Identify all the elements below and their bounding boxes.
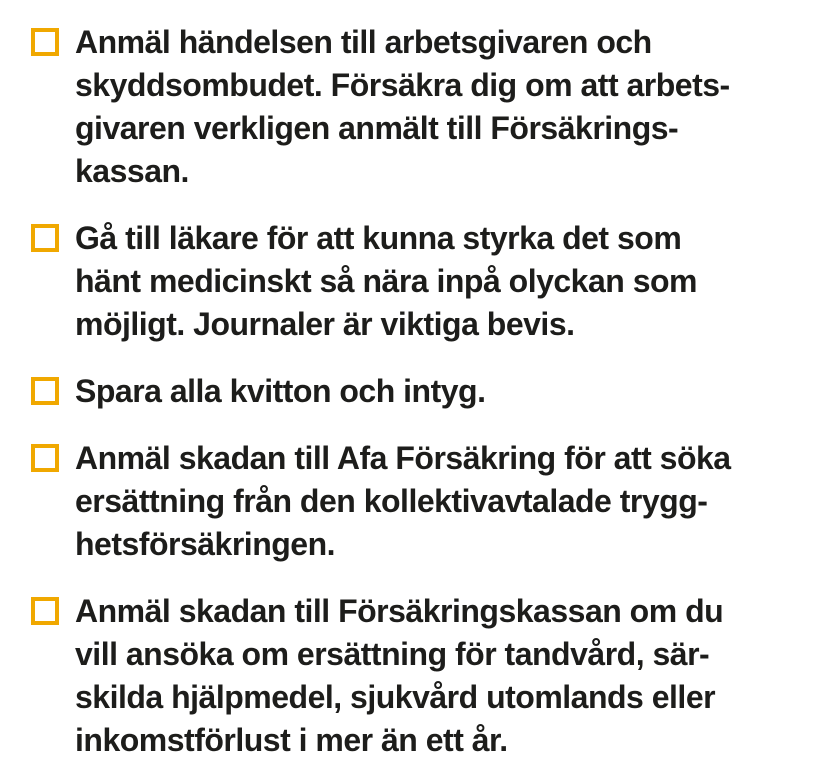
text-line: Anmäl skadan till Afa Försäkring för att söka	[75, 440, 731, 476]
checkbox-icon[interactable]	[31, 444, 59, 472]
checklist-item	[31, 437, 817, 566]
checklist-item	[31, 370, 817, 413]
checklist-item-text	[75, 437, 731, 566]
text-line: Anmäl händelsen till arbetsgivaren och	[75, 24, 652, 60]
text-line: hänt medicinskt så nära inpå olyckan som	[75, 263, 697, 299]
checklist-item	[31, 217, 817, 346]
checklist-item	[31, 590, 817, 762]
checklist-item-text	[75, 21, 730, 193]
checklist-item	[31, 21, 817, 193]
checkbox-icon[interactable]	[31, 224, 59, 252]
checklist-item-text	[75, 217, 697, 346]
text-line: vill ansöka om ersättning för tandvård, sär-	[75, 636, 710, 672]
text-line: givaren verkligen anmält till Försäkrings-	[75, 110, 679, 146]
checkbox-icon[interactable]	[31, 597, 59, 625]
text-line: Gå till läkare för att kunna styrka det som	[75, 220, 682, 256]
text-line: Anmäl skadan till Försäkringskassan om du	[75, 593, 724, 629]
text-line: skilda hjälpmedel, sjukvård utomlands eller	[75, 679, 716, 715]
text-line: kassan.	[75, 153, 189, 189]
text-line: hetsförsäkringen.	[75, 526, 336, 562]
text-line: ersättning från den kollektivavtalade trygg-	[75, 483, 708, 519]
checklist-item-text	[75, 590, 723, 762]
text-line: möjligt. Journaler är viktiga bevis.	[75, 306, 575, 342]
text-line: Spara alla kvitton och intyg.	[75, 373, 486, 409]
checkbox-icon[interactable]	[31, 28, 59, 56]
text-line: skyddsombudet. Försäkra dig om att arbets-	[75, 67, 730, 103]
text-line: inkomstförlust i mer än ett år.	[75, 722, 508, 758]
checklist-item-text	[75, 370, 485, 413]
checkbox-icon[interactable]	[31, 377, 59, 405]
